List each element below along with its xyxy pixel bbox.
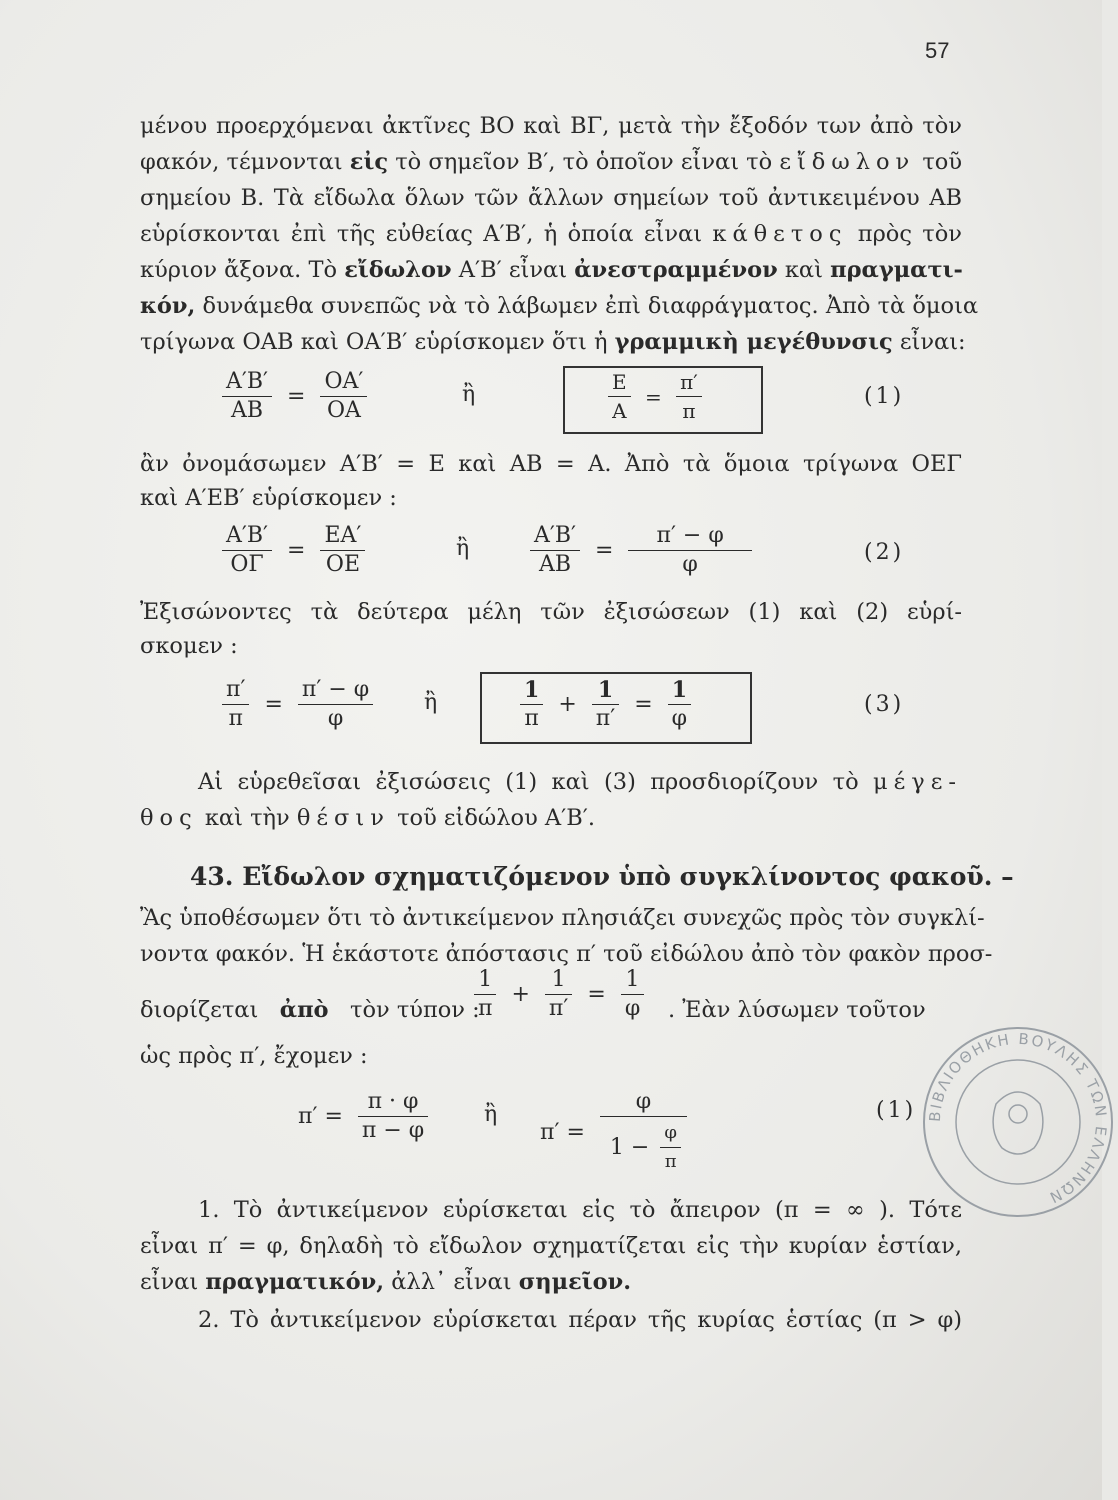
equation-number: (3) (864, 692, 905, 717)
equation-1-left: $\frac{A'B'}{AB}$ = $\frac{OA'}{OA}$ (222, 368, 367, 425)
lens-formula-inline: $\frac{1}{\pi}$ + $\frac{1}{\pi'}$ = $\frac{1}{\varphi}$ (474, 966, 644, 1023)
stamp-outer-ring (924, 1028, 1112, 1216)
equation-3-boxed: $\frac{1}{\pi}$ + $\frac{1}{\pi'}$ = $\frac{1}{\varphi}$ (520, 676, 691, 733)
text-line: εὑρίσκονται ἐπὶ τῆς εὐθείας Α′Β′, ἡ ὁποία εἶναι κάθετος πρὸς τὸν (140, 221, 962, 247)
or-word: ἢ (424, 690, 438, 715)
equation-4-right: π′ = φ 1 − $\frac{\varphi}{\pi}$ (532, 1088, 687, 1176)
equation-number: (1) (864, 384, 905, 409)
text-line: κύριον ἄξονα. Τὸ εἴδωλον Α′Β′ εἶναι ἀνεστραμμένον καὶ πραγματι- (140, 257, 963, 283)
or-word: ἢ (462, 382, 476, 407)
fraction: $\frac{OA'}{OA}$ (320, 368, 367, 425)
text-line: ὡς πρὸς π′, ἔχομεν : (140, 1043, 368, 1069)
text-line: σημείου Β. Τὰ εἴδωλα ὅλων τῶν ἄλλων σημείων τοῦ ἀντικειμένου ΑΒ (140, 185, 962, 211)
text-line: Ἐξισώνοντες τὰ δεύτερα μέλη τῶν ἐξισώσεων (1) καὶ (2) εὑρί- (140, 599, 962, 625)
stamp-emblem-head (1009, 1105, 1027, 1123)
text-line: Αἱ εὑρεθεῖσαι ἐξισώσεις (1) καὶ (3) προσδιορίζουν τὸ μέγε- (198, 769, 963, 795)
or-word: ἢ (456, 536, 470, 561)
fraction: $\frac{A'B'}{AB}$ (222, 368, 272, 425)
equation-4-left: π′ = $\frac{\pi \cdot \varphi}{\pi - \varphi}$ (290, 1088, 428, 1145)
or-word: ἢ (484, 1102, 498, 1127)
text-line: θος καὶ τὴν θέσιν τοῦ εἰδώλου Α′Β′. (140, 805, 596, 831)
equation-3-left: $\frac{\pi'}{\pi}$ = $\frac{\pi' - \varphi}{\varphi}$ (222, 676, 373, 733)
page-number: 57 (925, 38, 950, 63)
text-line: τρίγωνα ΟΑΒ καὶ ΟΑ′Β′ εὑρίσκομεν ὅτι ἡ γραμμικὴ μεγέθυνσις εἶναι: (140, 329, 966, 355)
text-line: Ἂς ὑποθέσωμεν ὅτι τὸ ἀντικείμενον πλησιάζει συνεχῶς πρὸς τὸν συγκλί- (140, 905, 985, 931)
list-item: 2. Τὸ ἀντικείμενον εὑρίσκεται πέραν τῆς κυρίας ἑστίας (π > φ) (198, 1307, 962, 1333)
library-stamp (918, 1022, 1118, 1222)
text-line: εἶναι πραγματικόν, ἀλλ᾽ εἶναι σημεῖον. (140, 1269, 632, 1295)
text-line: κόν, δυνάμεθα συνεπῶς νὰ τὸ λάβωμεν ἐπὶ διαφράγματος. Ἀπὸ τὰ ὅμοια (140, 293, 979, 319)
stamp-text: ΒΙΒΛΙΟΘΗΚΗ ΒΟΥΛΗΣ ΤΩΝ ΕΛΛΗΝΩΝ (925, 1029, 1111, 1208)
text-line: νοντα φακόν. Ἡ ἑκάστοτε ἀπόστασις π′ τοῦ εἰδώλου ἀπὸ τὸν φακὸν προσ- (140, 941, 993, 967)
equation-number: (1) (876, 1098, 917, 1123)
text-line: φακόν, τέμνονται εἰς τὸ σημεῖον Β′, τὸ ὁποῖον εἶναι τὸ εἴδωλον τοῦ (140, 149, 963, 175)
section-heading: 43. Εἴδωλον σχηματιζόμενον ὑπὸ συγκλίνοντος φακοῦ. – (190, 862, 1014, 891)
text-line: σκομεν : (140, 633, 238, 659)
stamp-inner-ring (956, 1060, 1080, 1184)
text-line: μένου προερχόμεναι ἀκτῖνες ΒΟ καὶ ΒΓ, μετὰ τὴν ἔξοδόν των ἀπὸ τὸν (140, 113, 962, 139)
text-line: διορίζεται ἀπὸ τὸν τύπον : (140, 997, 480, 1023)
equation-2-left: $\frac{A'B'}{O\Gamma}$ = $\frac{EA'}{OE}$ (222, 522, 365, 579)
text-line: ἂν ὀνομάσωμεν Α′Β′ = Ε καὶ ΑΒ = Α. Ἀπὸ τὰ ὅμοια τρίγωνα ΟΕΓ (140, 451, 962, 477)
equation-1-boxed: $\frac{E}{A}$ = $\frac{\pi'}{\pi}$ (608, 368, 702, 425)
equation-number: (2) (864, 540, 905, 565)
equation-2-right: $\frac{A'B'}{AB}$ = $\frac{\pi' - \varphi}{\varphi}$ (530, 522, 752, 579)
list-item: 1. Τὸ ἀντικείμενον εὑρίσκεται εἰς τὸ ἄπειρον (π = ∞ ). Τότε (198, 1197, 962, 1223)
text-line: εἶναι π′ = φ, δηλαδὴ τὸ εἴδωλον σχηματίζεται εἰς τὴν κυρίαν ἑστίαν, (140, 1233, 962, 1259)
text-line: . Ἐὰν λύσωμεν τοῦτον (668, 997, 926, 1023)
text-line: καὶ Α′ΕΒ′ εὑρίσκομεν : (140, 485, 397, 511)
